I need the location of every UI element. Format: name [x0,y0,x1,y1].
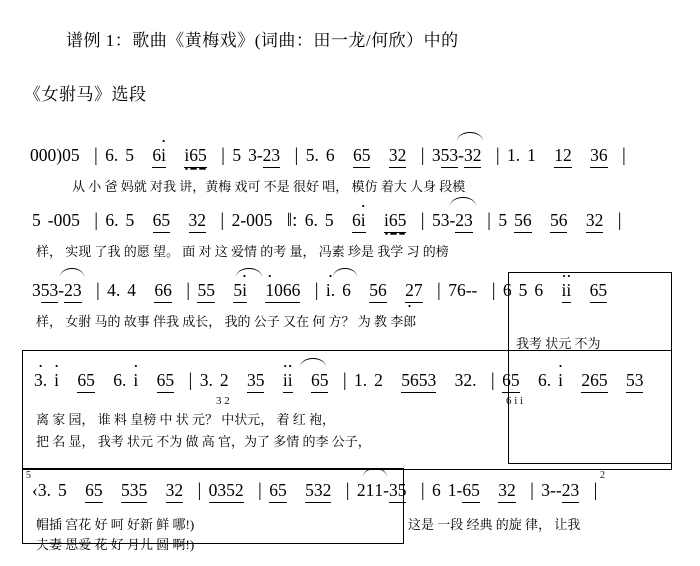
second-ending-label: 2 [600,470,605,481]
page-title-line-2: 《女驸马》选段 [24,85,147,104]
slur-mark [300,358,326,367]
notation-row: ‹3. 5 65 535 32 | 0352 | 65 532 | 211-35 | 6 1-65 32 | 3--23 | [32,480,598,501]
slur-mark [333,268,357,277]
ornament-numbers: 3 2 [216,395,230,407]
lyrics-row: 样， 女驸 马的 故事 伴我 成长， 我的 公子 又在 何 方？ 为 教 李郎 [36,314,417,329]
lyrics-row: 样， 实现 了我 的愿 望。 面 对 这 爱情 的考 量， 冯素 珍是 我学 习 的榜 [36,244,449,259]
lyrics-row-second-verse: 我考 状元 不为 [516,336,601,351]
notation-row: 5 -005 | 6. 5 65 32 | 2-005 ‖: 6. 5 6· i i65 | 53-23 | 5 56 56 32 | [32,210,625,233]
notation-row: 000)05 | 6. 5 6· i i65 | 5 3-23 | 5. 6 65 32 | 353-32 | 1. 1 12 36 | [30,145,629,168]
first-ending-label: 5 [26,470,31,481]
lyrics-row: 从 小 爸 妈就 对我 讲，黄梅 戏可 不是 很好 唱， 模仿 着大 人身 段模 [72,179,466,194]
slur-mark [236,268,262,277]
slur-mark [450,197,476,206]
lyrics-row-third-verse: 这是 一段 经典 的旋 律， 让我 [408,517,581,532]
ornament-notes: 6 i i [506,395,524,407]
slur-mark [363,468,387,477]
notation-row: · 3. · i 65 6. · i 65 | 3. 2 35 · i· i 65 | 1. 2 5653 32. | 65 6. · i 265 53 [34,370,643,393]
lyrics-row-second-verse: 夫妻 恩爱 花 好 月儿 圆 啊!) [36,537,195,552]
lyrics-row-second-verse: 把 名 显， 我考 状元 不为 做 高 官，为了 多情 的李 公子， [36,434,371,449]
notation-row: 353-23 | 4. 4 66 | 55 5· i · 1066 | · i. 6 56 2 ·7 | 76-- | 6 5 6 · i· i 65 [32,280,607,303]
page-title-line-1: 谱例 1：歌曲《黄梅戏》(词曲：田一龙/何欣）中的 [66,31,459,50]
slur-mark [60,268,84,277]
lyrics-row: 帽插 宫花 好 呵 好新 鲜 哪!) [36,517,195,532]
slur-mark [457,132,483,141]
lyrics-row: 离 家 园， 谁 料 皇榜 中 状 元？ 中状元， 着 红 袍， [36,412,336,427]
